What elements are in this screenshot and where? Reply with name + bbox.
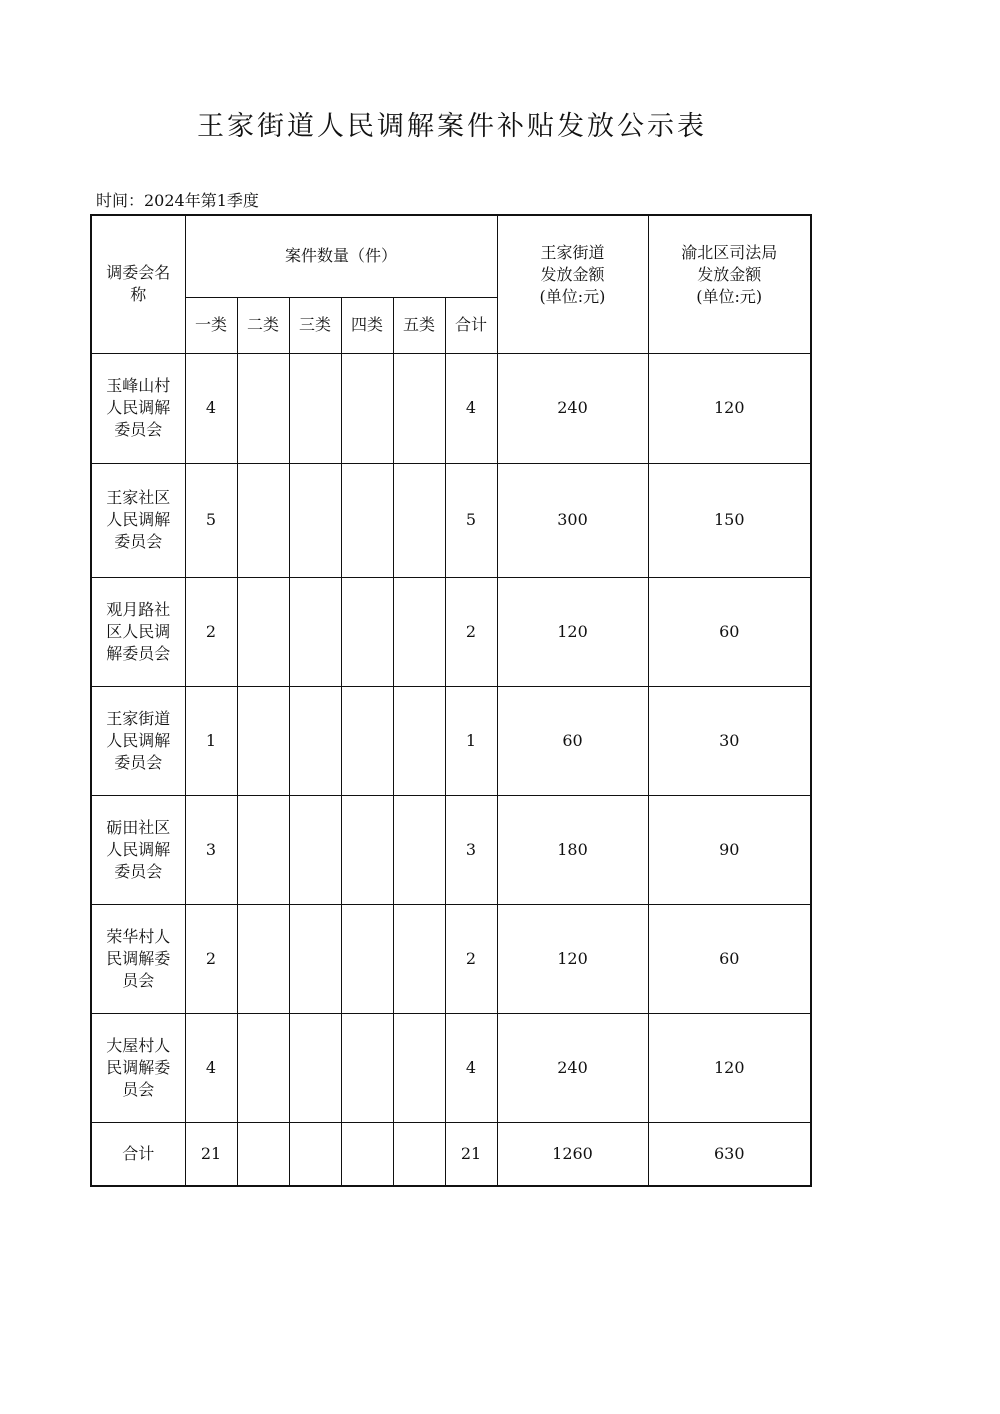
total-total: 21 — [445, 1122, 497, 1186]
page-title: 王家街道人民调解案件补贴发放公示表 — [197, 111, 707, 142]
total-c5 — [393, 1122, 445, 1186]
row-name: 玉峰山村人民调解委员会 — [106, 376, 171, 439]
row-total: 2 — [445, 577, 497, 686]
row-c3 — [289, 1013, 341, 1122]
row-c1: 1 — [185, 686, 237, 795]
row-wangjia: 240 — [497, 1013, 648, 1122]
row-name-cell — [91, 353, 185, 463]
row-c1: 4 — [185, 1013, 237, 1122]
row-yubei: 60 — [648, 577, 811, 686]
row-name-cell — [91, 463, 185, 577]
row-c4 — [341, 904, 393, 1013]
total-row — [91, 1122, 811, 1186]
total-c3 — [289, 1122, 341, 1186]
row-yubei: 150 — [648, 463, 811, 577]
table-row — [91, 463, 811, 577]
header-yubei-line3: (单位:元) — [696, 287, 763, 306]
header-category-3: 三类 — [289, 297, 341, 353]
row-wangjia: 240 — [497, 353, 648, 463]
row-c4 — [341, 353, 393, 463]
row-wangjia: 120 — [497, 904, 648, 1013]
table-row — [91, 577, 811, 686]
row-c3 — [289, 795, 341, 904]
row-wangjia: 120 — [497, 577, 648, 686]
row-c5 — [393, 353, 445, 463]
header-yubei-amount — [648, 215, 811, 353]
row-c4 — [341, 463, 393, 577]
row-total: 4 — [445, 1013, 497, 1122]
row-c4 — [341, 1013, 393, 1122]
row-wangjia: 300 — [497, 463, 648, 577]
row-c2 — [237, 577, 289, 686]
total-c4 — [341, 1122, 393, 1186]
row-c2 — [237, 1013, 289, 1122]
header-wangjia-line1: 王家街道 — [540, 243, 605, 262]
row-c2 — [237, 463, 289, 577]
row-c4 — [341, 686, 393, 795]
row-total: 5 — [445, 463, 497, 577]
row-wangjia: 60 — [497, 686, 648, 795]
row-c4 — [341, 795, 393, 904]
header-wangjia-line3: (单位:元) — [539, 287, 606, 306]
row-c3 — [289, 904, 341, 1013]
row-c3 — [289, 353, 341, 463]
header-category-4: 四类 — [341, 297, 393, 353]
row-name-cell — [91, 904, 185, 1013]
row-total: 2 — [445, 904, 497, 1013]
row-yubei: 60 — [648, 904, 811, 1013]
row-wangjia: 180 — [497, 795, 648, 904]
row-c1: 2 — [185, 904, 237, 1013]
header-category-total: 合计 — [445, 297, 497, 353]
row-name: 荣华村人民调解委员会 — [106, 926, 171, 990]
header-name — [91, 215, 185, 353]
total-label: 合计 — [91, 1122, 185, 1186]
table-row — [91, 686, 811, 795]
header-name-label: 调委会名称 — [106, 263, 171, 305]
row-c1: 4 — [185, 353, 237, 463]
row-yubei: 90 — [648, 795, 811, 904]
period-label: 时间：2024年第1季度 — [96, 191, 259, 210]
row-c4 — [341, 577, 393, 686]
header-yubei-line2: 发放金额 — [697, 265, 762, 284]
row-c3 — [289, 577, 341, 686]
row-total: 3 — [445, 795, 497, 904]
row-name-cell — [91, 795, 185, 904]
header-yubei-line1: 渝北区司法局 — [681, 243, 778, 262]
total-c2 — [237, 1122, 289, 1186]
table-row — [91, 1013, 811, 1122]
row-c3 — [289, 463, 341, 577]
table-row — [91, 795, 811, 904]
row-c2 — [237, 904, 289, 1013]
row-name: 王家社区人民调解委员会 — [106, 488, 171, 551]
row-c3 — [289, 686, 341, 795]
row-c2 — [237, 686, 289, 795]
row-name: 大屋村人民调解委员会 — [106, 1035, 171, 1099]
row-name: 王家街道人民调解委员会 — [106, 708, 171, 772]
row-c5 — [393, 686, 445, 795]
row-c5 — [393, 795, 445, 904]
total-c1: 21 — [185, 1122, 237, 1186]
row-name-cell — [91, 686, 185, 795]
row-name-cell — [91, 577, 185, 686]
row-total: 4 — [445, 353, 497, 463]
row-c1: 3 — [185, 795, 237, 904]
header-wangjia-amount — [497, 215, 648, 353]
subsidy-table — [90, 214, 812, 1187]
total-yubei: 630 — [648, 1122, 811, 1186]
row-c5 — [393, 1013, 445, 1122]
table-row — [91, 904, 811, 1013]
row-name: 砺田社区人民调解委员会 — [106, 817, 171, 881]
row-c5 — [393, 904, 445, 1013]
row-c5 — [393, 463, 445, 577]
row-c5 — [393, 577, 445, 686]
table-row — [91, 353, 811, 463]
header-wangjia-line2: 发放金额 — [540, 265, 605, 284]
row-yubei: 30 — [648, 686, 811, 795]
header-category-2: 二类 — [237, 297, 289, 353]
header-category-5: 五类 — [393, 297, 445, 353]
row-yubei: 120 — [648, 353, 811, 463]
row-total: 1 — [445, 686, 497, 795]
row-c1: 5 — [185, 463, 237, 577]
row-name-cell — [91, 1013, 185, 1122]
row-name: 观月路社区人民调解委员会 — [106, 599, 171, 663]
row-yubei: 120 — [648, 1013, 811, 1122]
row-c2 — [237, 353, 289, 463]
header-category-1: 一类 — [185, 297, 237, 353]
row-c1: 2 — [185, 577, 237, 686]
total-wangjia: 1260 — [497, 1122, 648, 1186]
row-c2 — [237, 795, 289, 904]
header-cases-group: 案件数量（件） — [185, 215, 497, 297]
